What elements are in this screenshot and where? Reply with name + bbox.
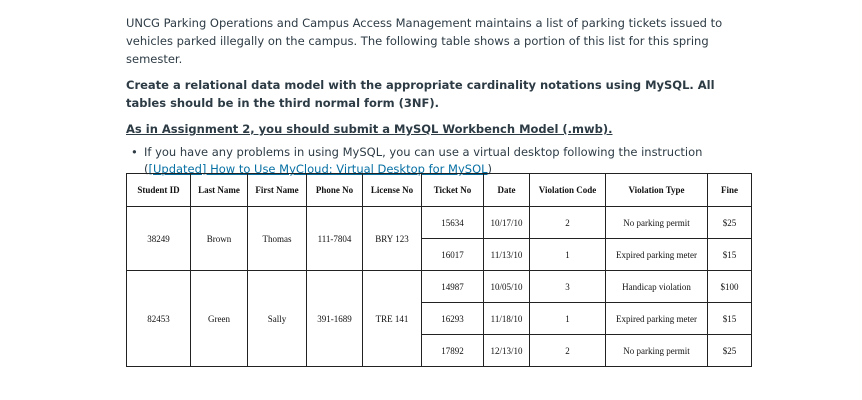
assignment-content bbox=[126, 14, 741, 178]
instruction-paragraph: Create a relational data model with the appropriate cardinality notations using MySQL. All tables should be in the third normal form (3NF). bbox=[126, 78, 715, 110]
table-header-row bbox=[127, 174, 752, 207]
bullet-text-end: ) bbox=[487, 162, 493, 176]
violation-code-cell: 2 bbox=[530, 335, 606, 367]
header-student-id: Student ID bbox=[127, 174, 191, 207]
student-id-cell: 38249 bbox=[127, 207, 191, 271]
header-first-name: First Name bbox=[248, 174, 307, 207]
parking-tickets-table bbox=[126, 173, 752, 367]
fine-cell: $15 bbox=[708, 303, 752, 335]
violation-code-cell: 3 bbox=[530, 271, 606, 303]
first-name-cell: Sally bbox=[248, 271, 307, 367]
violation-type-cell: Expired parking meter bbox=[606, 303, 708, 335]
header-license-no: License No bbox=[363, 174, 422, 207]
assignment-note: As in Assignment 2, you should submit a MySQL Workbench Model (.mwb). bbox=[126, 122, 613, 136]
violation-type-cell: Handicap violation bbox=[606, 271, 708, 303]
header-date: Date bbox=[484, 174, 530, 207]
date-cell: 11/13/10 bbox=[484, 239, 530, 271]
header-last-name: Last Name bbox=[191, 174, 248, 207]
phone-cell: 391-1689 bbox=[307, 271, 363, 367]
last-name-cell: Brown bbox=[191, 207, 248, 271]
header-violation-code: Violation Code bbox=[530, 174, 606, 207]
last-name-cell: Green bbox=[191, 271, 248, 367]
fine-cell: $100 bbox=[708, 271, 752, 303]
header-violation-type: Violation Type bbox=[606, 174, 708, 207]
header-fine: Fine bbox=[708, 174, 752, 207]
violation-type-cell: No parking permit bbox=[606, 335, 708, 367]
violation-code-cell: 2 bbox=[530, 207, 606, 239]
violation-type-cell: Expired parking meter bbox=[606, 239, 708, 271]
date-cell: 10/17/10 bbox=[484, 207, 530, 239]
header-ticket-no: Ticket No bbox=[422, 174, 484, 207]
violation-code-cell: 1 bbox=[530, 239, 606, 271]
phone-cell: 111-7804 bbox=[307, 207, 363, 271]
violation-type-cell: No parking permit bbox=[606, 207, 708, 239]
ticket-no-cell: 16017 bbox=[422, 239, 484, 271]
intro-paragraph: UNCG Parking Operations and Campus Access Management maintains a list of parking tickets issued to vehicles parked illegally on the campus. The following table shows a portion of this list for this spring semester. bbox=[126, 16, 723, 66]
date-cell: 10/05/10 bbox=[484, 271, 530, 303]
ticket-no-cell: 16293 bbox=[422, 303, 484, 335]
violation-code-cell: 1 bbox=[530, 303, 606, 335]
table-row bbox=[127, 271, 752, 303]
bullet-text: If you have any problems in using MySQL, you can use a virtual desktop following the instruction ( bbox=[144, 145, 703, 176]
table-row bbox=[127, 207, 752, 239]
header-phone-no: Phone No bbox=[307, 174, 363, 207]
student-id-cell: 82453 bbox=[127, 271, 191, 367]
fine-cell: $25 bbox=[708, 335, 752, 367]
fine-cell: $15 bbox=[708, 239, 752, 271]
first-name-cell: Thomas bbox=[248, 207, 307, 271]
date-cell: 11/18/10 bbox=[484, 303, 530, 335]
ticket-no-cell: 15634 bbox=[422, 207, 484, 239]
license-cell: BRY 123 bbox=[363, 207, 422, 271]
ticket-no-cell: 14987 bbox=[422, 271, 484, 303]
fine-cell: $25 bbox=[708, 207, 752, 239]
mycloud-instruction-link[interactable]: [Updated] How to Use MyCloud: Virtual Desktop for MySQL bbox=[148, 162, 488, 176]
license-cell: TRE 141 bbox=[363, 271, 422, 367]
date-cell: 12/13/10 bbox=[484, 335, 530, 367]
ticket-no-cell: 17892 bbox=[422, 335, 484, 367]
